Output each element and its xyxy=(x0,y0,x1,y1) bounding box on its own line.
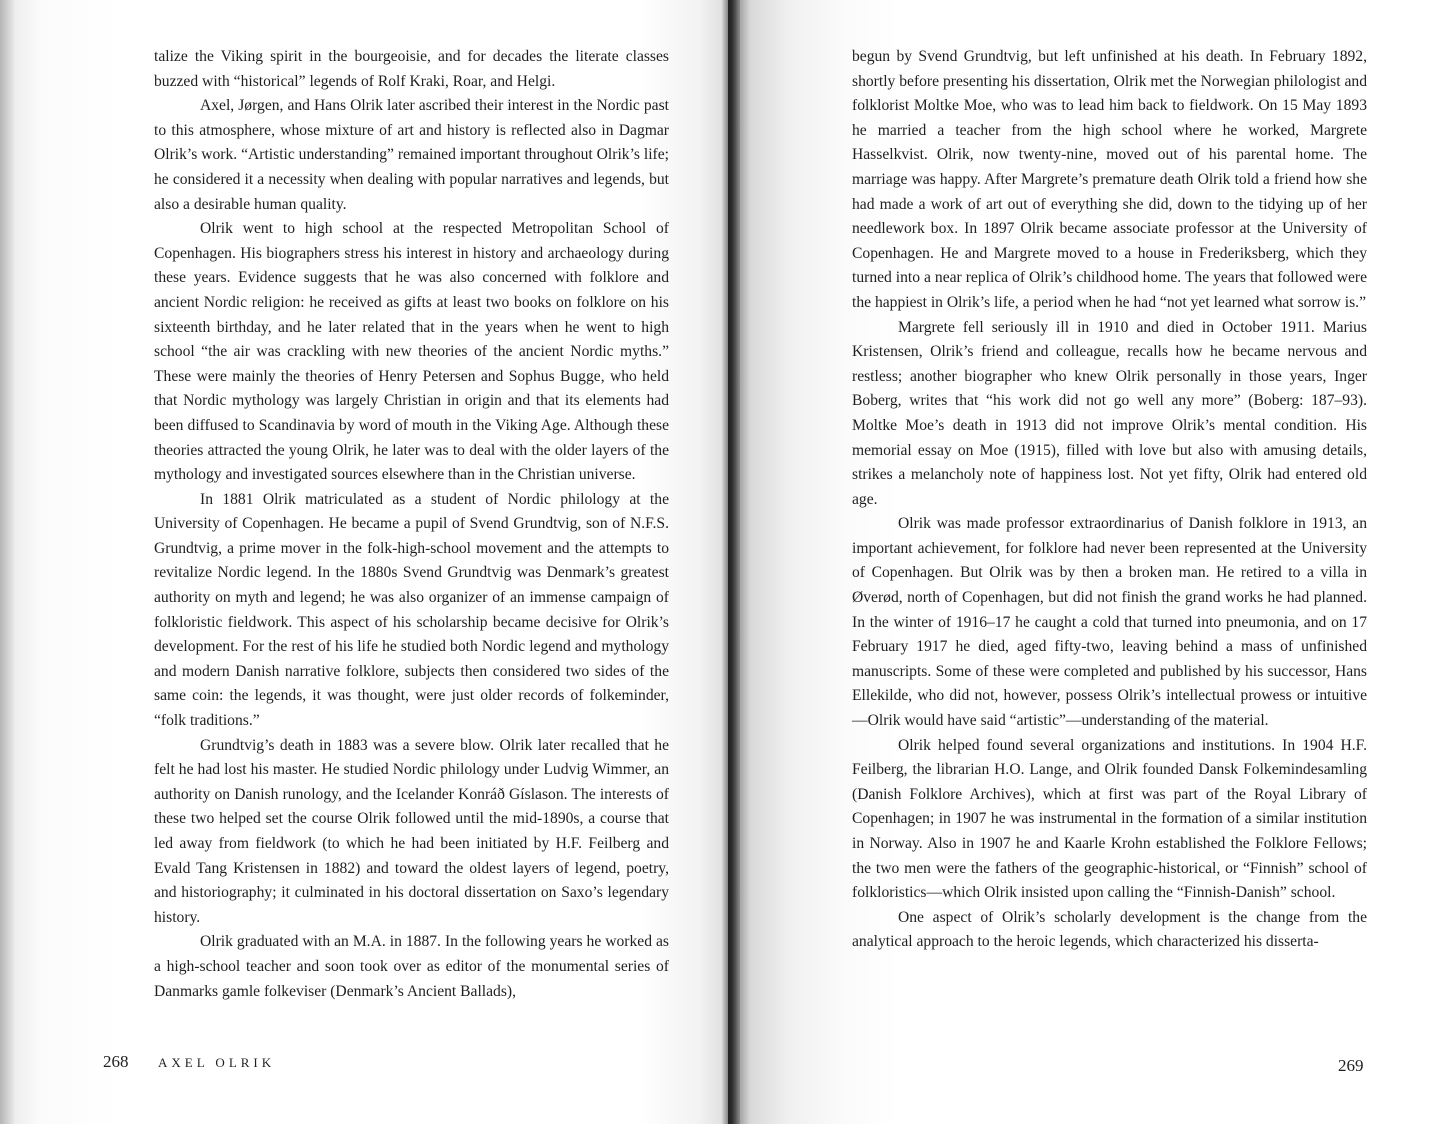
page-edge xyxy=(0,0,14,1124)
paragraph: Olrik graduated with an M.A. in 1887. In the following years he worked as a high-school teacher and soon took over as editor of the monumental series of Danmarks gamle folkeviser (Denmark’s Ancient Ballads), xyxy=(154,933,669,1000)
page-number-right: 269 xyxy=(1338,1056,1364,1075)
right-page-text xyxy=(852,45,1367,955)
paragraph: Grundtvig’s death in 1883 was a severe blow. Olrik later recalled that he felt he had lost his master. He studied Nordic philology under Ludvig Wimmer, an authority on Danish runology, and the Icelander Konráð Gíslason. The interests of these two helped set the course Olrik followed until the mid-1890s, a course that led away from fieldwork (to which he had been initiated by H.F. Feilberg and Evald Tang Kristensen in 1882) and toward the oldest layers of legend, poetry, and historiography; it culminated in his doctoral dissertation on Saxo’s legendary history. xyxy=(154,736,669,926)
paragraph: Olrik was made professor extraordinarius of Danish folklore in 1913, an important achievement, for folklore had never been represented at the University of Copenhagen. But Olrik was by then a broken man. He retired to a villa in Øverød, north of Copenhagen, but did not finish the grand works he had planned. In the winter of 1916–17 he caught a cold that turned into pneumonia, and on 17 February 1917 he died, aged fifty-two, leaving behind a mass of unfinished manuscripts. Some of these were completed and published by his successor, Hans Ellekilde, who did not, however, possess Olrik’s intellectual prowess or intuitive—Olrik would have said “artistic”—understanding of the material. xyxy=(852,515,1367,730)
paragraph: Olrik helped found several organizations and institutions. In 1904 H.F. Feilberg, the librarian H.O. Lange, and Olrik founded Dansk Folkemindesamling (Danish Folklore Archives), which at first was part of the Royal Library of Copenhagen; in 1907 he was instrumental in the formation of a similar institution in Norway. Also in 1907 he and Kaarle Krohn established the Folklore Fellows; the two men were the fathers of the geographic-historical, or “Finnish” school of folkloristics—which Olrik insisted upon calling the “Finnish-Danish” school. xyxy=(852,736,1367,902)
paragraph: In 1881 Olrik matriculated as a student of Nordic philology at the University of Copenhagen. He became a pupil of Svend Grundtvig, son of N.F.S. Grundtvig, a prime mover in the folk-high-school movement and the attempts to revitalize Nordic legend. In the 1880s Svend Grundtvig was Denmark’s greatest authority on myth and legend; he was also organizer of an immense campaign of folkloristic fieldwork. This aspect of his scholarship became decisive for Olrik’s development. For the rest of his life he studied both Nordic legend and mythology and modern Danish narrative folklore, subjects then considered two sides of the same coin: the legends, it was thought, were just older records of folkeminder, “folk traditions.” xyxy=(154,490,669,730)
book-spine-shadow xyxy=(722,0,740,1124)
page-number-left: 268 xyxy=(103,1052,129,1071)
paragraph: Axel, Jørgen, and Hans Olrik later ascribed their interest in the Nordic past to this atmosphere, whose mixture of art and history is reflected also in Dagmar Olrik’s work. “Artistic understanding” remained important throughout Olrik’s life; he considered it a necessity when dealing with popular narratives and legends, but also a desirable human quality. xyxy=(154,97,669,213)
paragraph: talize the Viking spirit in the bourgeoisie, and for decades the literate classes buzzed with “historical” legends of Rolf Kraki, Roar, and Helgi. xyxy=(154,48,669,90)
paragraph: Olrik went to high school at the respected Metropolitan School of Copenhagen. His biographers stress his interest in history and archaeology during these years. Evidence suggests that he was also concerned with folklore and ancient Nordic religion: he received as gifts at least two books on folklore on his sixteenth birthday, and he later related that in the years when he went to high school “the air was crackling with new theories of the ancient Nordic myths.” These were mainly the theories of Henry Petersen and Sophus Bugge, who held that Nordic mythology was largely Christian in origin and that its elements had been diffused to Scandinavia by word of mouth in the Viking Age. Although these theories attracted the young Olrik, he later was to deal with the older layers of the mythology and investigated sources elsewhere than in the Christian universe. xyxy=(154,220,669,484)
left-page-text xyxy=(154,45,669,1004)
paragraph: Margrete fell seriously ill in 1910 and died in October 1911. Marius Kristensen, Olrik’s friend and colleague, recalls how he became nervous and restless; another biographer who knew Olrik personally in those years, Inger Boberg, writes that “his work did not go well any more” (Boberg: 187–93). Moltke Moe’s death in 1913 did not improve Olrik’s mental condition. His memorial essay on Moe (1915), filled with love but also with amusing details, strikes a melancholy note of happiness lost. Not yet fifty, Olrik had entered old age. xyxy=(852,318,1367,508)
paragraph: One aspect of Olrik’s scholarly development is the change from the analytical approach to the heroic legends, which characterized his disserta- xyxy=(852,908,1367,951)
running-head: AXEL OLRIK xyxy=(158,1055,276,1070)
paragraph: begun by Svend Grundtvig, but left unfinished at his death. In February 1892, shortly before presenting his dissertation, Olrik met the Norwegian philologist and folklorist Moltke Moe, who was to lead him back to fieldwork. On 15 May 1893 he married a teacher from the high school where he worked, Margrete Hasselkvist. Olrik, now twenty-nine, moved out of his parental home. The marriage was happy. After Margrete’s premature death Olrik told a friend how she had made a work of art out of everything she did, down to the tidying up of her needlework box. In 1897 Olrik became associate professor at the University of Copenhagen. He and Margrete moved to a house in Frederiksberg, which they turned into a near replica of Olrik’s childhood home. The years that followed were the happiest in Olrik’s life, a period when he had “not yet learned what sorrow is.” xyxy=(852,48,1367,311)
